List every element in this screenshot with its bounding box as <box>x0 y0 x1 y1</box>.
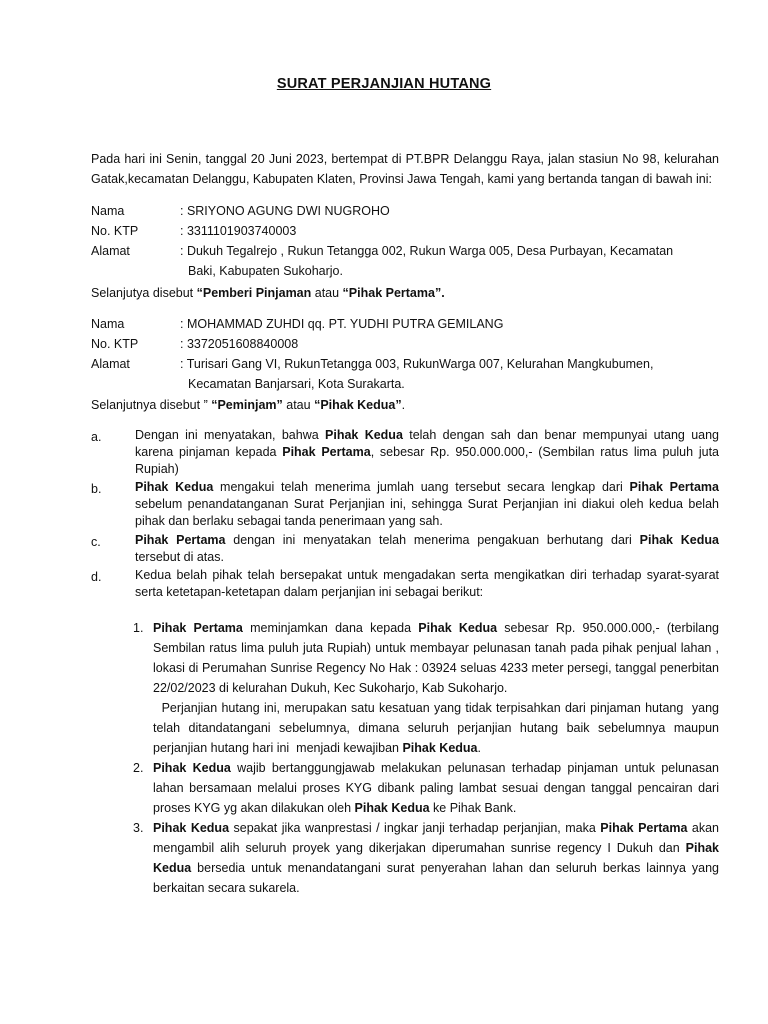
clause-a-marker: a. <box>91 430 102 444</box>
party2-address-line-1: : Turisari Gang VI, RukunTetangga 003, RukunWarga 007, Kelurahan Mangkubumen, <box>180 357 654 371</box>
party1-name-value: : SRIYONO AGUNG DWI NUGROHO <box>180 204 390 218</box>
party2-ktp-value: : 3372051608840008 <box>180 337 299 351</box>
party2-ktp-label: No. KTP <box>91 337 139 351</box>
item-2-number: 2. <box>133 761 144 775</box>
party2-address-line-2: Kecamatan Banjarsari, Kota Surakarta. <box>188 377 405 391</box>
party1-name-label: Nama <box>91 204 125 218</box>
party1-address-line-2: Baki, Kabupaten Sukoharjo. <box>188 264 343 278</box>
clause-b-marker: b. <box>91 482 102 496</box>
clause-c-text: Pihak Pertama dengan ini menyatakan telah menerima pengakuan berhutang dari Pihak Kedua tersebut di atas. <box>135 533 719 564</box>
item-1-text: Pihak Pertama meminjamkan dana kepada Pihak Kedua sebesar Rp. 950.000.000,- (terbilang Sembilan ratus lima puluh juta Rupiah) untuk membayar pelunasan tanah pada pihak penjual lahan , lokasi di Perumahan Sunrise Regency No Hak : 03924 seluas 4233 meter persegi, tanggal penerbitan 22/02/2023 di kelurahan Dukuh, Kec Sukoharjo, Kab Sukoharjo. <box>153 621 720 695</box>
party1-address-line-1: : Dukuh Tegalrejo , Rukun Tetangga 002, Rukun Warga 005, Desa Purbayan, Kecamatan <box>180 244 674 258</box>
intro-line-2: Gatak,kecamatan Delanggu, Kabupaten Klaten, Provinsi Jawa Tengah, kami yang bertanda tangan di bawah ini: <box>91 172 713 186</box>
clause-b-text: Pihak Kedua mengakui telah menerima jumlah uang tersebut secara lengkap dari Pihak Pertama sebelum penandatanganan Surat Perjanjian ini, sehingga Surat Perjanjian ini diakui oleh kedua belah pihak dan berlaku sebagai tanda penerimaan yang sah. <box>135 480 719 528</box>
party1-address-label: Alamat <box>91 244 130 258</box>
party1-designation: Selanjutya disebut “Pemberi Pinjaman atau “Pihak Pertama”. <box>91 286 445 300</box>
party2-address-label: Alamat <box>91 357 130 371</box>
item-3-number: 3. <box>133 821 144 835</box>
item-1-number: 1. <box>133 621 144 635</box>
clause-c-marker: c. <box>91 535 101 549</box>
intro-line-1: Pada hari ini Senin, tanggal 20 Juni 2023, bertempat di PT.BPR Delanggu Raya, jalan stasiun No 98, kelurahan <box>91 152 719 166</box>
item-1-paragraph-2: Perjanjian hutang ini, merupakan satu kesatuan yang tidak terpisahkan dari pinjaman hutang yang telah ditandatangani sebelumnya, dimana seluruh perjanjian hutang baik sebelumnya maupun perjanjian hutang hari ini menjadi kewajiban Pihak Kedua. <box>153 701 723 755</box>
item-2-text: Pihak Kedua wajib bertanggungjawab melakukan pelunasan terhadap pinjaman untuk pelunasan lahan bersamaan melalui proses KYG dibank paling lambat sesuai dengan tanggal pencairan dari proses KYG yg akan dilakukan oleh Pihak Kedua ke Pihak Bank. <box>153 761 719 815</box>
item-3-text: Pihak Kedua sepakat jika wanprestasi / ingkar janji terhadap perjanjian, maka Pihak Pertama akan mengambil alih seluruh proyek yang dikerjakan diperumahan sunrise regency I Dukuh dan Pihak Kedua bersedia untuk menandatangani surat penyerahan lahan dan seluruh berkas lainnya yang berkaitan secara sukarela. <box>153 821 719 895</box>
party1-ktp-value: : 3311101903740003 <box>180 224 297 238</box>
clause-a-text: Dengan ini menyatakan, bahwa Pihak Kedua telah dengan sah dan benar mempunyai utang uang karena pinjaman kepada Pihak Pertama, sebesar Rp. 950.000.000,- (Sembilan ratus lima puluh juta Rupiah) <box>135 428 720 476</box>
document-title: SURAT PERJANJIAN HUTANG <box>276 76 492 92</box>
clause-d-marker: d. <box>91 570 102 584</box>
clause-d-text: Kedua belah pihak telah bersepakat untuk mengadakan serta mengikatkan diri terhadap syarat-syarat serta ketetapan-ketetapan dalam perjanjian ini sebagai berikut: <box>135 568 719 599</box>
party2-name-value: : MOHAMMAD ZUHDI qq. PT. YUDHI PUTRA GEMILANG <box>180 317 504 331</box>
party1-ktp-label: No. KTP <box>91 224 139 238</box>
intro-paragraph <box>91 149 719 189</box>
party2-name-label: Nama <box>91 317 125 331</box>
party2-designation: Selanjutnya disebut ” “Peminjam” atau “Pihak Kedua”. <box>91 398 406 412</box>
